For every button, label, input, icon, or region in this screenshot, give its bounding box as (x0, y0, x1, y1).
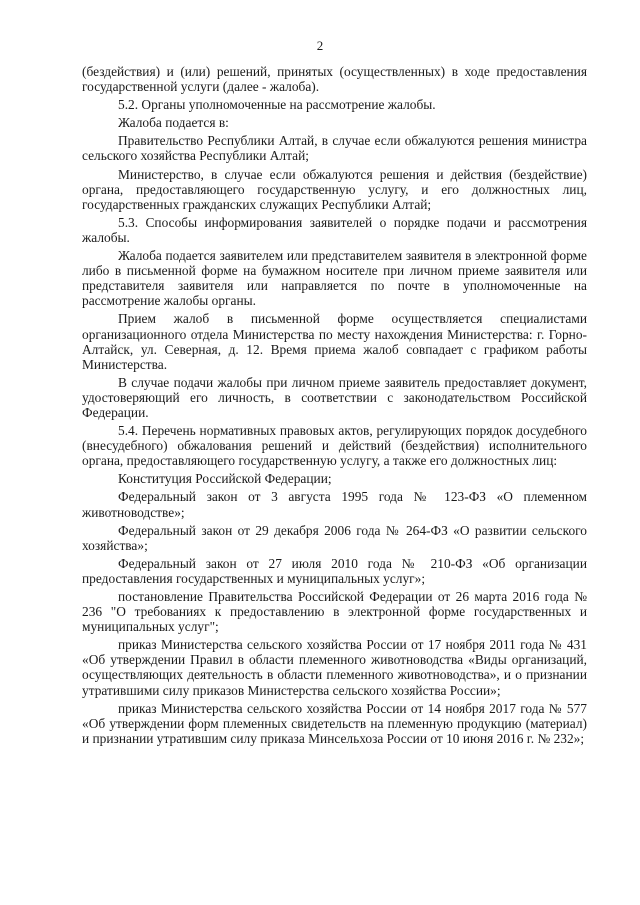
paragraph: Министерство, в случае если обжалуются решения и действия (бездействие) органа, предоставляющего государственную услугу, и его должностных лиц, государственных гражданских служащих Республики Алтай; (82, 166, 587, 212)
paragraph: В случае подачи жалобы при личном приеме заявитель предоставляет документ, удостоверяющий его личность, в соответствии с законодательством Российской Федерации. (82, 374, 587, 420)
paragraph: Жалоба подается заявителем или представителем заявителя в электронной форме либо в письменной форме на бумажном носителе при личном приеме заявителя или представителя заявителя или направляется по почте в уполномоченные на рассмотрение жалобы органы. (82, 248, 587, 309)
document-body (82, 64, 587, 749)
legal-act-item: Федеральный закон от 27 июля 2010 года № 210-ФЗ «Об организации предоставления государственных и муниципальных услуг»; (82, 555, 587, 586)
section-5-4-heading: 5.4. Перечень нормативных правовых актов, регулирующих порядок досудебного (внесудебного) обжалования решений и действий (бездействия) исполнительного органа, предоставляющего государственную услугу, а также его должностных лиц: (82, 423, 587, 469)
paragraph: Жалоба подается в: (118, 115, 229, 131)
legal-act-item: Конституция Российской Федерации; (118, 471, 332, 487)
section-5-3-heading: 5.3. Способы информирования заявителей о порядке подачи и рассмотрения жалобы. (82, 214, 587, 245)
page-number: 2 (316, 38, 324, 53)
paragraph-continuation: (бездействия) и (или) решений, принятых (осуществленных) в ходе предоставления государственной услуги (далее - жалоба). (82, 64, 587, 95)
section-5-2-heading: 5.2. Органы уполномоченные на рассмотрение жалобы. (118, 97, 436, 113)
paragraph: Прием жалоб в письменной форме осуществляется специалистами организационного отдела Министерства по месту нахождения Министерства: г. Горно-Алтайск, ул. Северная, д. 12. Время приема жалоб совпадает с графиком работы Министерства. (82, 311, 587, 372)
legal-act-item: Федеральный закон от 29 декабря 2006 года № 264-ФЗ «О развитии сельского хозяйства»; (82, 522, 587, 553)
legal-act-item: Федеральный закон от 3 августа 1995 года № 123-ФЗ «О племенном животноводстве»; (82, 489, 587, 520)
paragraph: Правительство Республики Алтай, в случае если обжалуются решения министра сельского хозяйства Республики Алтай; (82, 133, 587, 164)
legal-act-item: постановление Правительства Российской Федерации от 26 марта 2016 года № 236 "О требованиях к предоставлению в электронной форме государственных и муниципальных услуг"; (82, 589, 587, 635)
legal-act-item: приказ Министерства сельского хозяйства России от 14 ноября 2017 года № 577 «Об утверждении форм племенных свидетельств на племенную продукцию (материал) и признании утратившим силу приказа Минсельхоза России от 10 июня 2016 г. № 232»; (82, 700, 587, 746)
legal-act-item: приказ Министерства сельского хозяйства России от 17 ноября 2011 года № 431 «Об утверждении Правил в области племенного животноводства «Виды организаций, осуществляющих деятельность в области племенного животноводства», и о признании утратившими силу приказов Министерства сельского хозяйства России»; (82, 637, 587, 698)
